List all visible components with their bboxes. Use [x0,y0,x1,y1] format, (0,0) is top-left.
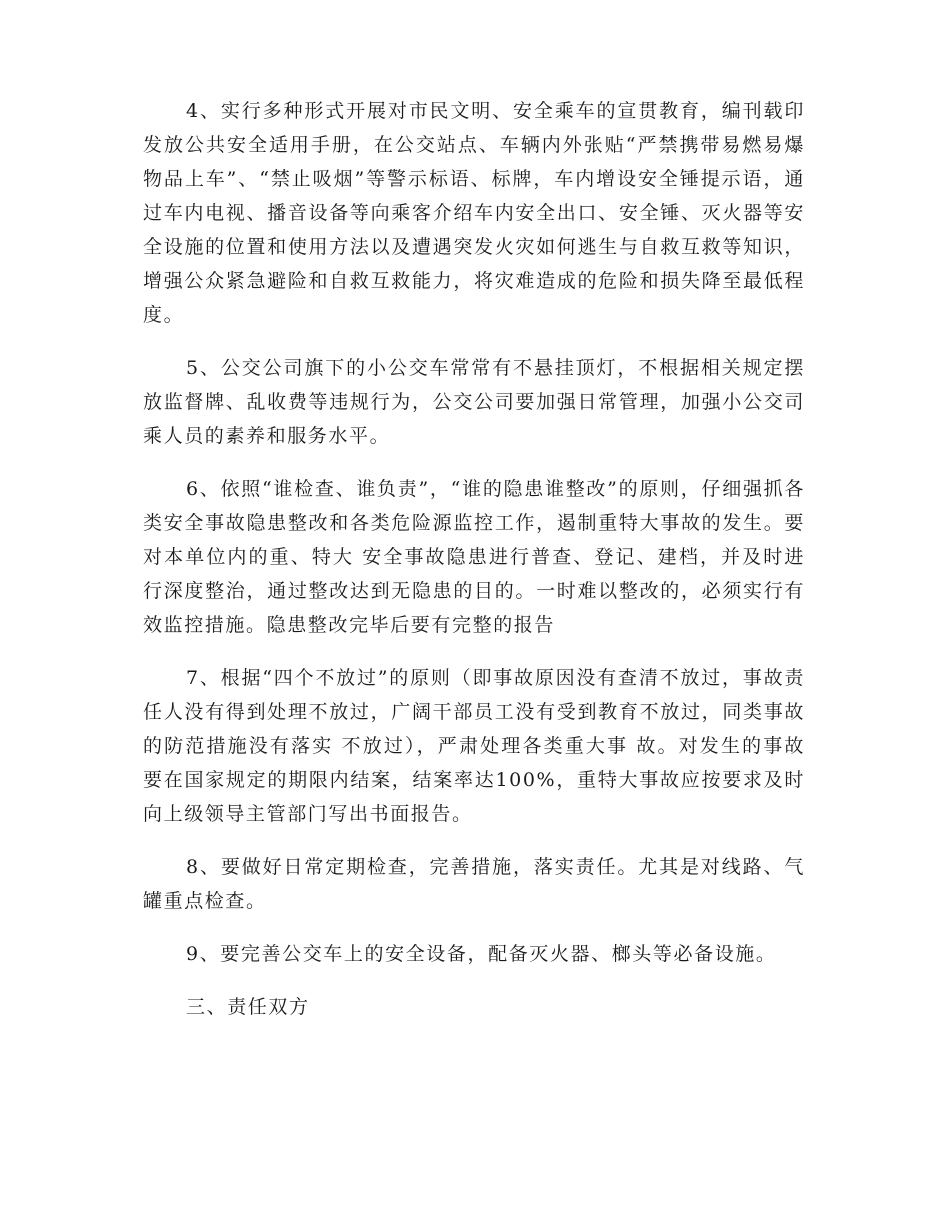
paragraph-item-8: 8、要做好日常定期检查，完善措施，落实责任。尤其是对线路、气罐重点检查。 [143,856,805,912]
section-heading: 三、责任双方 [186,996,310,1018]
paragraph-item-9: 9、要完善公交车上的安全设备，配备灭火器、榔头等必备设施。 [186,943,777,965]
paragraph-item-6: 6、依照“谁检查、谁负责”，“谁的隐患谁整改”的原则，仔细强抓各类安全事故隐患整改和各类危险源监控工作，遏制重特大事故的发生。要对本单位内的重、特大 安全事故隐患进行普查、登记、建档，并及时进行深度整治，通过整改达到无隐患的目的。一时难以整改的，必须实行有效监控措施。隐患整改完毕后要有完整的报告 [143,478,805,636]
paragraph-item-7: 7、根据“四个不放过”的原则（即事故原因没有查清不放过，事故责任人没有得到处理不放过，广阔干部员工没有受到教育不放过，同类事故的防范措施没有落实 不放过），严肃处理各类重大事 故。对发生的事故要在国家规定的期限内结案，结案率达100%，重特大事故应按要求及时向上级领导主管部门写出书面报告。 [143,667,805,825]
paragraph-item-4: 4、实行多种形式开展对市民文明、安全乘车的宣贯教育，编刊载印发放公共安全适用手册，在公交站点、车辆内外张贴“严禁携带易燃易爆物品上车”、“禁止吸烟”等警示标语、标牌，车内增设安全锤提示语，通过车内电视、播音设备等向乘客介绍车内安全出口、安全锤、灭火器等安全设施的位置和使用方法以及遭遇突发火灾如何逃生与自救互救等知识，增强公众紧急避险和自救互救能力，将灾难造成的危险和损失降至最低程度。 [143,100,805,326]
document-body [143,94,805,1043]
paragraph-item-5: 5、公交公司旗下的小公交车常常有不悬挂顶灯，不根据相关规定摆放监督牌、乱收费等违规行为，公交公司要加强日常管理，加强小公交司乘人员的素养和服务水平。 [143,357,805,447]
